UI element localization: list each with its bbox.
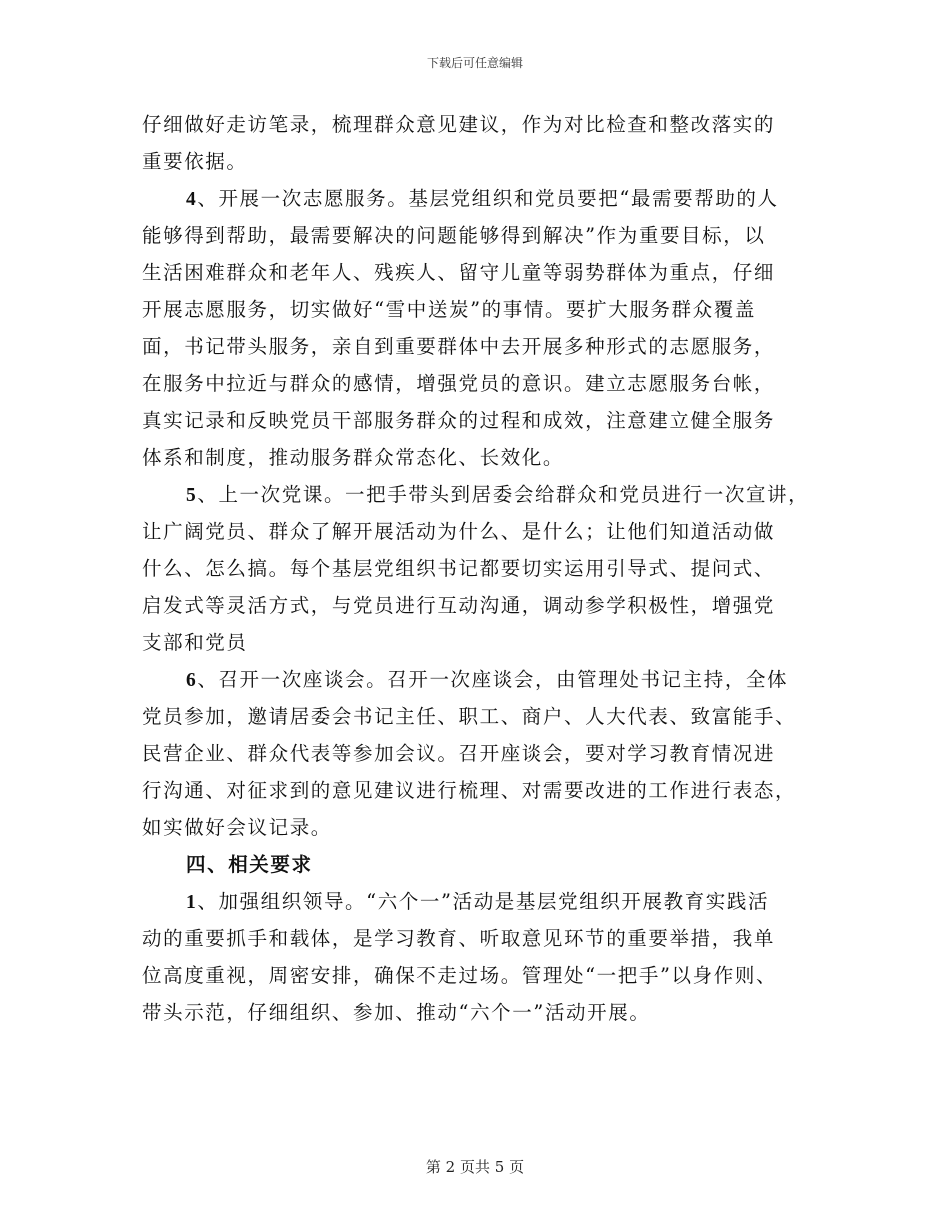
text-line: 真实记录和反映党员干部服务群众的过程和成效，注意建立健全服务 [142,409,776,432]
text-run: 、上一次党课。一把手带头到居委会给群众和党员进行一次宣讲， [197,483,810,506]
page-header: 下载后可任意编辑 [426,56,523,70]
text-line: 什么、怎么搞。每个基层党组织书记都要切实运用引导式、提问式、 [142,557,776,580]
text-line: 开展志愿服务，切实做好“雪中送炭”的事情。要扩大服务群众覆盖 [142,298,756,321]
item-number: 4 [186,189,198,210]
text-line: 行沟通、对征求到的意见建议进行梳理、对需要改进的工作进行表态， [142,779,797,802]
text-line: 生活困难群众和老年人、残疾人、留守儿童等弱势群体为重点，仔细 [142,261,776,284]
text-line: 如实做好会议记录。 [142,816,332,839]
page-footer: 第 2 页共 5 页 [425,1158,525,1176]
text-run: 、召开一次座谈会。召开一次座谈会，由管理处书记主持，全体 [197,668,789,691]
text-line: 仔细做好走访笔录，梳理群众意见建议，作为对比检查和整改落实的 [142,113,776,136]
text-line: 体系和制度，推动服务群众常态化、长效化。 [142,446,565,469]
text-line: 民营企业、群众代表等参加会议。召开座谈会，要对学习教育情况进 [142,742,776,765]
text-run: 、加强组织领导。“六个一”活动是基层党组织开展教育实践活 [197,890,770,913]
document-body [142,106,832,1031]
text-line: 支部和党员 [142,631,248,654]
text-line: 带头示范，仔细组织、参加、推动“六个一”活动开展。 [142,1001,651,1024]
text-line: 重要依据。 [142,150,248,173]
paragraph-first-line [142,476,832,513]
text-run: 、开展一次志愿服务。基层党组织和党员要把“最需要帮助的人 [197,187,779,210]
item-number: 6 [186,670,198,691]
paragraph-first-line [142,180,832,217]
text-line: 启发式等灵活方式，与党员进行互动沟通，调动参学积极性，增强党 [142,594,776,617]
text-line: 能够得到帮助，最需要解决的问题能够得到解决”作为重要目标，以 [142,224,766,247]
section-heading: 四、相关要求 [186,853,313,876]
text-line: 在服务中拉近与群众的感情，增强党员的意识。建立志愿服务台帐， [142,372,776,395]
paragraph-first-line [142,883,832,920]
item-number: 1 [186,892,198,913]
text-line: 动的重要抓手和载体，是学习教育、听取意见环节的重要举措，我单 [142,927,776,950]
text-line: 位高度重视，周密安排，确保不走过场。管理处“一把手”以身作则、 [142,964,778,987]
text-line: 让广阔党员、群众了解开展活动为什么、是什么；让他们知道活动做 [142,520,776,543]
text-line: 党员参加，邀请居委会书记主任、职工、商户、人大代表、致富能手、 [142,705,797,728]
text-line: 面，书记带头服务，亲自到重要群体中去开展多种形式的志愿服务， [142,335,776,358]
item-number: 5 [186,485,198,506]
paragraph-first-line [142,661,832,698]
